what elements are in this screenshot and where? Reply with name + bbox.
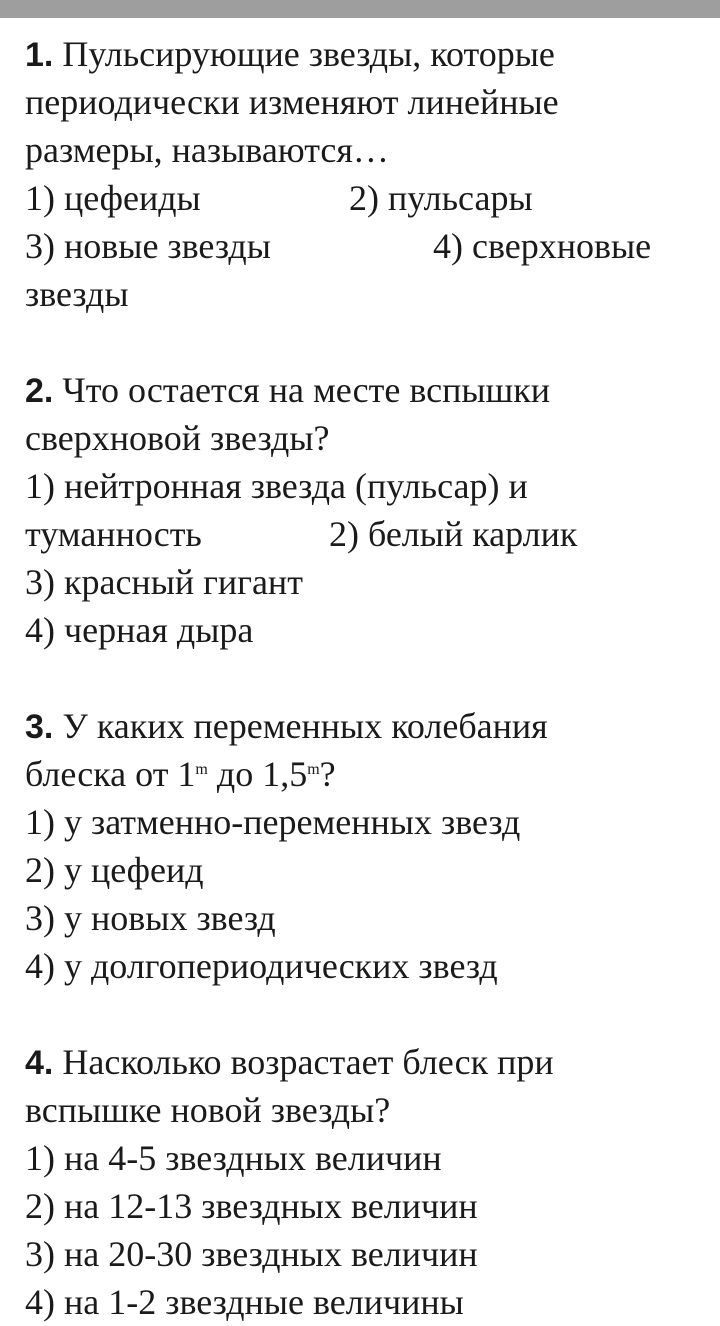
question-4-option-2: 2) на 12-13 звездных величин	[25, 1186, 478, 1226]
question-1-line-1	[25, 30, 715, 78]
question-1-text-1: Пульсирующие звезды, которые	[53, 34, 555, 74]
question-4-line-1	[25, 1038, 715, 1086]
question-1-option-2: 2) пульсары	[349, 178, 533, 218]
question-4-text-2: вспышке новой звезды?	[25, 1090, 391, 1130]
question-2-number: 2.	[25, 372, 54, 410]
question-3-option-1: 1) у затменно-переменных звезд	[25, 802, 521, 842]
question-3	[25, 702, 715, 990]
question-2-options-row-2	[25, 510, 715, 558]
question-3-option-2: 2) у цефеид	[25, 850, 204, 890]
question-4-option-3: 3) на 20-30 звездных величин	[25, 1234, 478, 1274]
magnitude-sup-2: m	[307, 761, 320, 778]
question-1-options-row-2	[25, 222, 715, 270]
question-1-number: 1.	[25, 36, 54, 74]
question-2-option-1-cont: туманность	[25, 514, 202, 554]
question-3-text-1: У каких переменных колебания	[53, 706, 548, 746]
question-2	[25, 366, 715, 654]
quiz-content	[25, 30, 715, 1326]
question-1-option-3: 3) новые звезды	[25, 226, 271, 266]
question-2-text-1: Что остается на месте вспышки	[53, 370, 551, 410]
question-3-line-2	[25, 750, 715, 798]
question-1-option-1: 1) цефеиды	[25, 178, 201, 218]
question-1-option-4: 4) сверхновые	[433, 226, 652, 266]
question-2-text-2: сверхновой звезды?	[25, 418, 330, 458]
question-3-number: 3.	[25, 708, 54, 746]
question-2-option-2: 2) белый карлик	[329, 514, 578, 554]
question-3-option-3: 3) у новых звезд	[25, 898, 276, 938]
question-4-number: 4.	[25, 1044, 54, 1082]
question-3-text-2a: блеска от 1	[25, 754, 196, 794]
question-3-option-4: 4) у долгопериодических звезд	[25, 946, 498, 986]
magnitude-sup-1: m	[195, 761, 208, 778]
question-1-options-row-1	[25, 174, 715, 222]
question-1-text-3: размеры, называются…	[25, 130, 389, 170]
question-3-text-2b: до 1,5	[207, 754, 308, 794]
question-1-text-2: периодически изменяют линейные	[25, 82, 559, 122]
question-1	[25, 30, 715, 318]
question-4-text-1: Насколько возрастает блеск при	[53, 1042, 554, 1082]
question-2-line-1	[25, 366, 715, 414]
question-2-option-3: 3) красный гигант	[25, 562, 303, 602]
question-2-option-1: 1) нейтронная звезда (пульсар) и	[25, 466, 528, 506]
question-3-line-1	[25, 702, 715, 750]
question-4-option-1: 1) на 4-5 звездных величин	[25, 1138, 442, 1178]
question-1-option-4-cont: звезды	[25, 274, 129, 314]
question-4-option-4: 4) на 1-2 звездные величины	[25, 1282, 464, 1322]
top-bar	[0, 0, 720, 18]
question-4	[25, 1038, 715, 1326]
question-3-text-2c: ?	[319, 754, 336, 794]
question-2-option-4: 4) черная дыра	[25, 610, 254, 650]
